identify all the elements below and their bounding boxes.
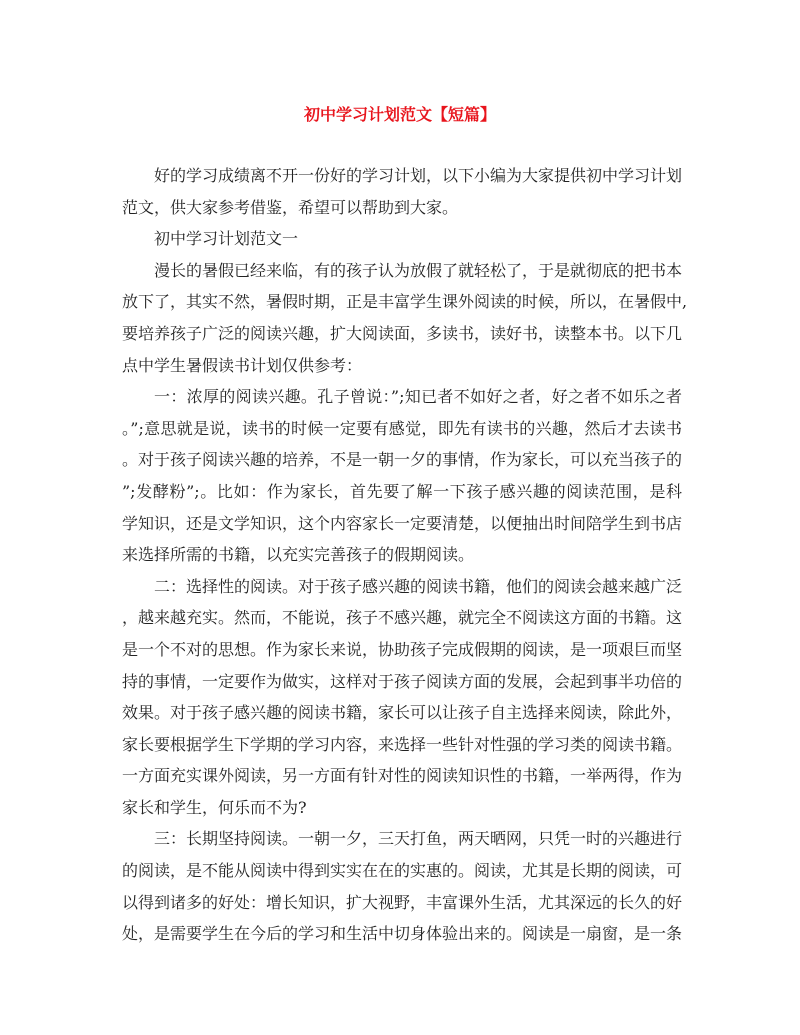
paragraph-line: 持的事情，一定要作为做实，这样对于孩子阅读方面的发展，会起到事半功倍的: [122, 671, 683, 691]
paragraph-line: 放下了，其实不然，暑假时期，正是丰富学生课外阅读的时候，所以，在暑假中,: [122, 292, 688, 312]
paragraph-line: 家长要根据学生下学期的学习内容，来选择一些针对性强的学习类的阅读书籍。: [122, 734, 683, 754]
paragraph-line: 学知识，还是文学知识，这个内容家长一定要清楚，以便抽出时间陪学生到书店: [122, 513, 683, 533]
paragraph-line: 范文，供大家参考借鉴，希望可以帮助到大家。: [122, 197, 459, 217]
paragraph-line: ”;发酵粉”;。比如：作为家长，首先要了解一下孩子感兴趣的阅读范围，是科: [122, 481, 682, 501]
document-body: [122, 160, 688, 950]
paragraph-line: 一方面充实课外阅读，另一方面有针对性的阅读知识性的书籍，一举两得，作为: [122, 766, 683, 786]
paragraph-line: 效果。对于孩子感兴趣的阅读书籍，家长可以让孩子自主选择来阅读，除此外，: [122, 703, 683, 723]
section-heading: 初中学习计划范文一: [154, 229, 299, 249]
paragraph-line: 处，是需要学生在今后的学习和生活中切身体验出来的。阅读是一扇窗，是一条: [122, 924, 683, 944]
paragraph-line: ，越来越充实。然而，不能说，孩子不感兴趣，就完全不阅读这方面的书籍。这: [122, 608, 683, 628]
paragraph-line: 二：选择性的阅读。对于孩子感兴趣的阅读书籍，他们的阅读会越来越广泛: [154, 576, 683, 596]
paragraph-line: 家长和学生，何乐而不为?: [122, 797, 307, 817]
paragraph-line: 要培养孩子广泛的阅读兴趣，扩大阅读面，多读书，读好书，读整本书。以下几: [122, 323, 683, 343]
paragraph-line: 是一个不对的思想。作为家长来说，协助孩子完成假期的阅读，是一项艰巨而坚: [122, 639, 683, 659]
paragraph-line: 漫长的暑假已经来临，有的孩子认为放假了就轻松了，于是就彻底的把书本: [154, 260, 683, 280]
paragraph-line: 来选择所需的书籍，以充实完善孩子的假期阅读。: [122, 545, 475, 565]
paragraph-line: 三：长期坚持阅读。一朝一夕，三天打鱼，两天晒网，只凭一时的兴趣进行: [154, 829, 683, 849]
paragraph-line: 。”;意思就是说，读书的时候一定要有感觉，即先有读书的兴趣，然后才去读书: [122, 418, 682, 438]
paragraph-line: 一：浓厚的阅读兴趣。孔子曾说：”;知已者不如好之者，好之者不如乐之者: [154, 387, 682, 407]
paragraph-line: 。对于孩子阅读兴趣的培养，不是一朝一夕的事情，作为家长，可以充当孩子的: [122, 450, 683, 470]
paragraph-line: 以得到诸多的好处：增长知识，扩大视野，丰富课外生活，尤其深远的长久的好: [122, 892, 683, 912]
paragraph-line: 好的学习成绩离不开一份好的学习计划，以下小编为大家提供初中学习计划: [154, 166, 683, 185]
document-title: 初中学习计划范文【短篇】: [303, 105, 496, 124]
paragraph-line: 点中学生暑假读书计划仅供参考：: [122, 355, 363, 375]
paragraph-line: 的阅读，是不能从阅读中得到实实在在的实惠的。阅读，尤其是长期的阅读，可: [122, 861, 683, 881]
